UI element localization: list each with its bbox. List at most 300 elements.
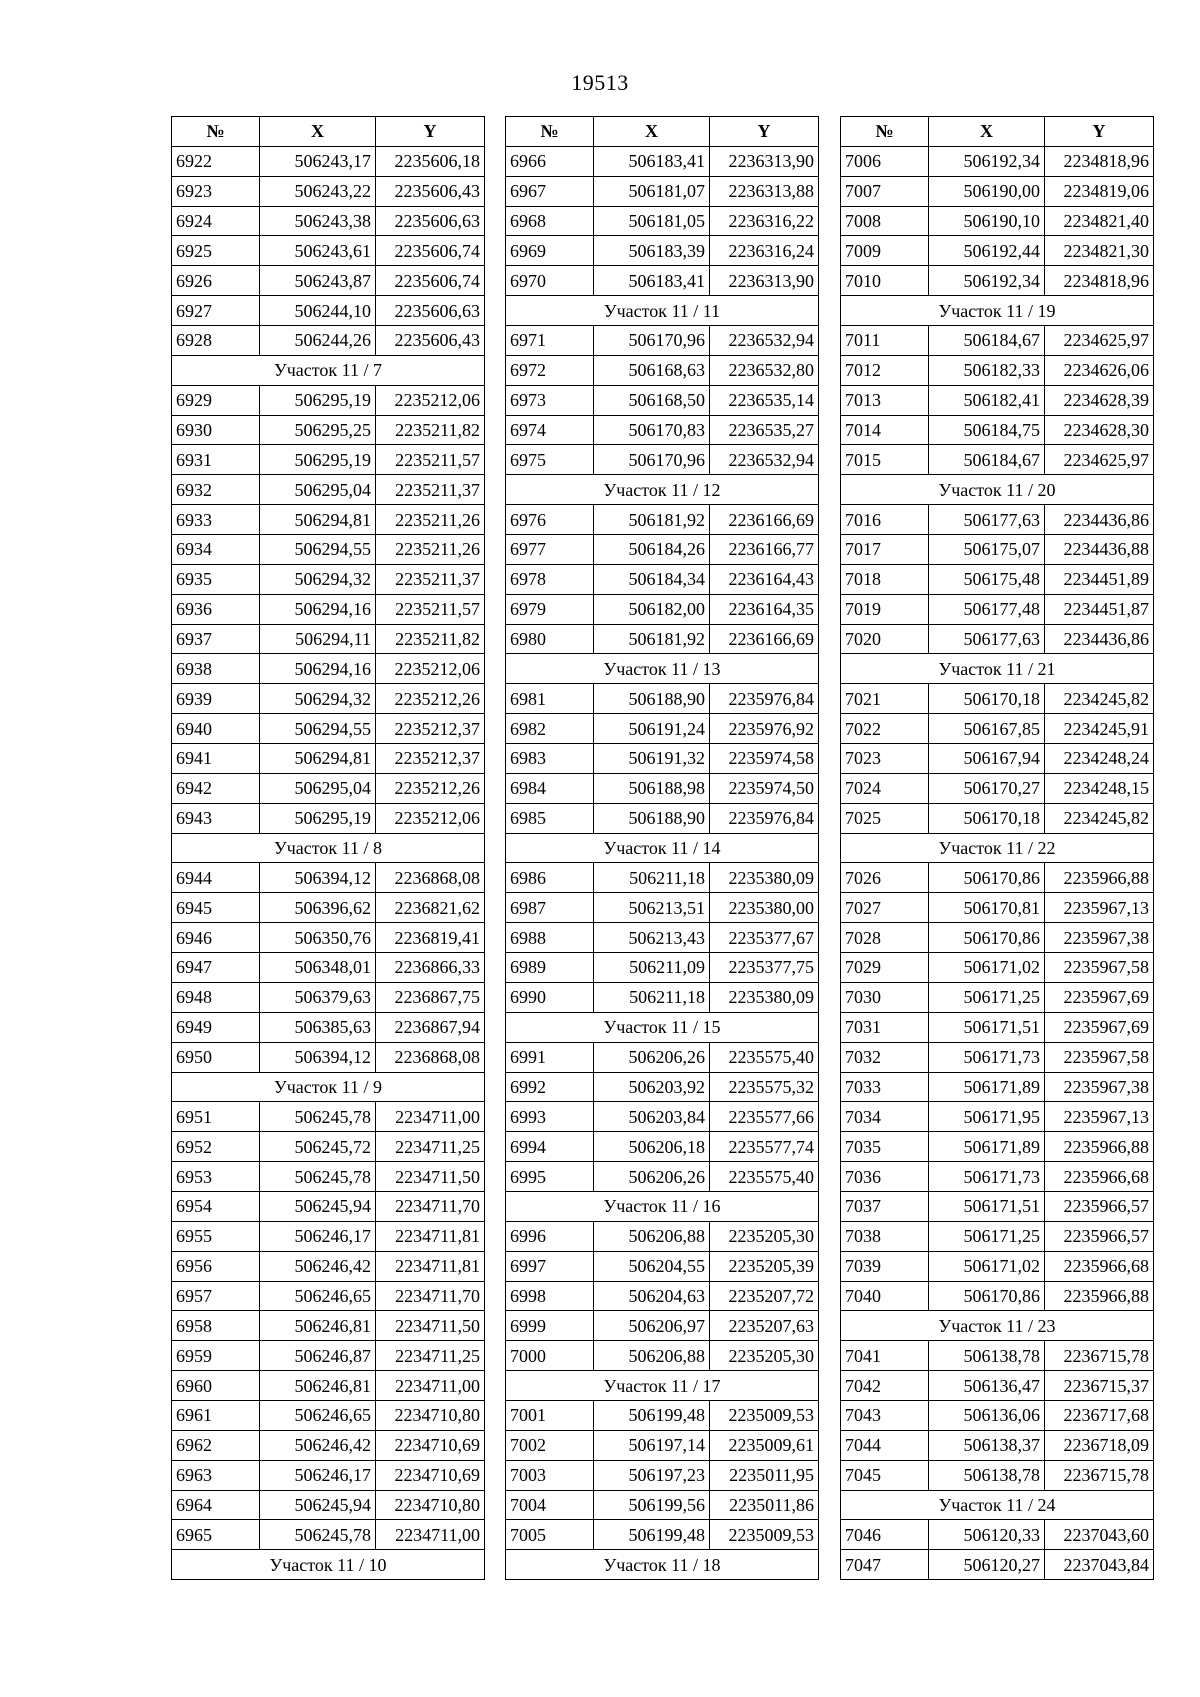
table-body [172, 146, 485, 1579]
point-number: 6976 [506, 505, 594, 535]
y-coordinate: 2236316,24 [710, 236, 819, 266]
x-coordinate: 506294,55 [260, 714, 376, 744]
x-coordinate: 506171,51 [929, 1191, 1045, 1221]
table-row [506, 744, 819, 774]
y-coordinate: 2235974,50 [710, 773, 819, 803]
table-row [841, 1371, 1154, 1401]
y-coordinate: 2236313,90 [710, 146, 819, 176]
section-title: Участок 11 / 14 [506, 833, 819, 863]
x-coordinate: 506245,94 [260, 1191, 376, 1221]
x-coordinate: 506245,78 [260, 1520, 376, 1550]
y-coordinate: 2235966,57 [1045, 1191, 1154, 1221]
section-title: Участок 11 / 23 [841, 1311, 1154, 1341]
table-row [506, 445, 819, 475]
y-coordinate: 2235575,40 [710, 1162, 819, 1192]
y-coordinate: 2235967,69 [1045, 1012, 1154, 1042]
section-title: Участок 11 / 12 [506, 475, 819, 505]
y-coordinate: 2235976,92 [710, 714, 819, 744]
y-coordinate: 2235967,69 [1045, 982, 1154, 1012]
table-row [172, 773, 485, 803]
x-coordinate: 506243,38 [260, 206, 376, 236]
x-coordinate: 506246,17 [260, 1221, 376, 1251]
x-coordinate: 506181,05 [594, 206, 710, 236]
point-number: 7009 [841, 236, 929, 266]
x-coordinate: 506170,86 [929, 1281, 1045, 1311]
table-row [841, 803, 1154, 833]
section-title: Участок 11 / 20 [841, 475, 1154, 505]
section-row [506, 1012, 819, 1042]
y-coordinate: 2234711,81 [376, 1251, 485, 1281]
x-coordinate: 506136,47 [929, 1371, 1045, 1401]
point-number: 6962 [172, 1430, 260, 1460]
section-title: Участок 11 / 9 [172, 1072, 485, 1102]
x-coordinate: 506199,48 [594, 1400, 710, 1430]
y-coordinate: 2235009,53 [710, 1520, 819, 1550]
point-number: 6984 [506, 773, 594, 803]
table-row [841, 1102, 1154, 1132]
table-row [506, 1430, 819, 1460]
y-coordinate: 2235211,82 [376, 624, 485, 654]
point-number: 7001 [506, 1400, 594, 1430]
y-coordinate: 2235966,88 [1045, 863, 1154, 893]
x-coordinate: 506295,19 [260, 445, 376, 475]
table-row [841, 923, 1154, 953]
table-row [172, 863, 485, 893]
point-number: 6952 [172, 1132, 260, 1162]
table-row [172, 1341, 485, 1371]
x-coordinate: 506171,89 [929, 1132, 1045, 1162]
point-number: 7046 [841, 1520, 929, 1550]
table-row [841, 1400, 1154, 1430]
table-row [841, 415, 1154, 445]
header-y: Y [710, 117, 819, 147]
point-number: 7021 [841, 684, 929, 714]
section-title: Участок 11 / 16 [506, 1191, 819, 1221]
header-number: № [172, 117, 260, 147]
y-coordinate: 2235967,58 [1045, 953, 1154, 983]
table-row [172, 714, 485, 744]
x-coordinate: 506171,73 [929, 1042, 1045, 1072]
y-coordinate: 2235377,75 [710, 953, 819, 983]
section-row [506, 1550, 819, 1580]
x-coordinate: 506199,48 [594, 1520, 710, 1550]
table-row [506, 1311, 819, 1341]
point-number: 7026 [841, 863, 929, 893]
x-coordinate: 506203,84 [594, 1102, 710, 1132]
table-row [506, 1341, 819, 1371]
table-row [506, 326, 819, 356]
point-number: 6935 [172, 564, 260, 594]
section-row [506, 1191, 819, 1221]
x-coordinate: 506177,48 [929, 594, 1045, 624]
point-number: 6973 [506, 385, 594, 415]
y-coordinate: 2234710,80 [376, 1490, 485, 1520]
header-number: № [506, 117, 594, 147]
section-title: Участок 11 / 8 [172, 833, 485, 863]
point-number: 6950 [172, 1042, 260, 1072]
point-number: 7037 [841, 1191, 929, 1221]
x-coordinate: 506206,26 [594, 1162, 710, 1192]
y-coordinate: 2234625,97 [1045, 326, 1154, 356]
x-coordinate: 506211,18 [594, 982, 710, 1012]
y-coordinate: 2234245,82 [1045, 803, 1154, 833]
table-row [172, 206, 485, 236]
point-number: 6943 [172, 803, 260, 833]
point-number: 6997 [506, 1251, 594, 1281]
point-number: 7010 [841, 266, 929, 296]
table-row [506, 714, 819, 744]
table-row [841, 1550, 1154, 1580]
table-row [172, 923, 485, 953]
x-coordinate: 506294,81 [260, 744, 376, 774]
point-number: 6989 [506, 953, 594, 983]
point-number: 7006 [841, 146, 929, 176]
section-title: Участок 11 / 13 [506, 654, 819, 684]
table-row [506, 863, 819, 893]
table-row [172, 684, 485, 714]
point-number: 7030 [841, 982, 929, 1012]
table-row [841, 1162, 1154, 1192]
point-number: 7011 [841, 326, 929, 356]
x-coordinate: 506183,41 [594, 146, 710, 176]
y-coordinate: 2236166,69 [710, 505, 819, 535]
x-coordinate: 506295,19 [260, 385, 376, 415]
point-number: 6928 [172, 326, 260, 356]
x-coordinate: 506211,18 [594, 863, 710, 893]
y-coordinate: 2236715,78 [1045, 1341, 1154, 1371]
x-coordinate: 506206,88 [594, 1341, 710, 1371]
x-coordinate: 506294,81 [260, 505, 376, 535]
table-row [506, 1221, 819, 1251]
x-coordinate: 506170,18 [929, 684, 1045, 714]
y-coordinate: 2235967,38 [1045, 1072, 1154, 1102]
table-row [172, 982, 485, 1012]
table-row [506, 415, 819, 445]
y-coordinate: 2234821,30 [1045, 236, 1154, 266]
header-x: X [929, 117, 1045, 147]
y-coordinate: 2235380,09 [710, 982, 819, 1012]
table-row [506, 1132, 819, 1162]
point-number: 6993 [506, 1102, 594, 1132]
table-row [506, 1460, 819, 1490]
section-title: Участок 11 / 15 [506, 1012, 819, 1042]
x-coordinate: 506243,87 [260, 266, 376, 296]
y-coordinate: 2235212,37 [376, 714, 485, 744]
point-number: 7043 [841, 1400, 929, 1430]
x-coordinate: 506246,42 [260, 1430, 376, 1460]
point-number: 6938 [172, 654, 260, 684]
point-number: 7041 [841, 1341, 929, 1371]
y-coordinate: 2234625,97 [1045, 445, 1154, 475]
table-row [172, 953, 485, 983]
table-row [841, 326, 1154, 356]
point-number: 7039 [841, 1251, 929, 1281]
table-row [506, 1520, 819, 1550]
y-coordinate: 2235966,68 [1045, 1162, 1154, 1192]
point-number: 6979 [506, 594, 594, 624]
y-coordinate: 2236166,77 [710, 535, 819, 565]
point-number: 6942 [172, 773, 260, 803]
point-number: 7035 [841, 1132, 929, 1162]
section-row [841, 296, 1154, 326]
point-number: 6923 [172, 176, 260, 206]
table-row [506, 953, 819, 983]
point-number: 6945 [172, 893, 260, 923]
point-number: 7018 [841, 564, 929, 594]
x-coordinate: 506245,94 [260, 1490, 376, 1520]
x-coordinate: 506183,39 [594, 236, 710, 266]
y-coordinate: 2236866,33 [376, 953, 485, 983]
x-coordinate: 506167,85 [929, 714, 1045, 744]
y-coordinate: 2234711,00 [376, 1371, 485, 1401]
x-coordinate: 506294,16 [260, 594, 376, 624]
coordinates-table-1 [171, 116, 485, 1580]
table-row [841, 1042, 1154, 1072]
x-coordinate: 506246,81 [260, 1311, 376, 1341]
x-coordinate: 506167,94 [929, 744, 1045, 774]
y-coordinate: 2235207,72 [710, 1281, 819, 1311]
y-coordinate: 2234245,82 [1045, 684, 1154, 714]
point-number: 6931 [172, 445, 260, 475]
x-coordinate: 506182,00 [594, 594, 710, 624]
table-row [841, 535, 1154, 565]
y-coordinate: 2235211,26 [376, 535, 485, 565]
table-row [172, 475, 485, 505]
table-row [172, 236, 485, 266]
table-row [172, 1042, 485, 1072]
point-number: 6922 [172, 146, 260, 176]
section-title: Участок 11 / 18 [506, 1550, 819, 1580]
point-number: 7000 [506, 1341, 594, 1371]
table-row [506, 1490, 819, 1520]
point-number: 6983 [506, 744, 594, 774]
y-coordinate: 2235211,37 [376, 564, 485, 594]
y-coordinate: 2234818,96 [1045, 146, 1154, 176]
table-header [841, 117, 1154, 147]
y-coordinate: 2235974,58 [710, 744, 819, 774]
x-coordinate: 506171,73 [929, 1162, 1045, 1192]
y-coordinate: 2235211,82 [376, 415, 485, 445]
x-coordinate: 506183,41 [594, 266, 710, 296]
point-number: 6924 [172, 206, 260, 236]
y-coordinate: 2237043,60 [1045, 1520, 1154, 1550]
point-number: 6939 [172, 684, 260, 714]
table-row [841, 146, 1154, 176]
y-coordinate: 2235606,43 [376, 176, 485, 206]
point-number: 6949 [172, 1012, 260, 1042]
point-number: 6958 [172, 1311, 260, 1341]
point-number: 6971 [506, 326, 594, 356]
table-row [841, 1132, 1154, 1162]
table-body [841, 146, 1154, 1579]
point-number: 7017 [841, 535, 929, 565]
x-coordinate: 506294,55 [260, 535, 376, 565]
table-row [841, 773, 1154, 803]
point-number: 7008 [841, 206, 929, 236]
x-coordinate: 506295,04 [260, 475, 376, 505]
table-row [841, 1072, 1154, 1102]
y-coordinate: 2234821,40 [1045, 206, 1154, 236]
y-coordinate: 2236819,41 [376, 923, 485, 953]
table-row [841, 206, 1154, 236]
y-coordinate: 2234711,50 [376, 1162, 485, 1192]
x-coordinate: 506136,06 [929, 1400, 1045, 1430]
y-coordinate: 2234711,50 [376, 1311, 485, 1341]
x-coordinate: 506294,11 [260, 624, 376, 654]
point-number: 6987 [506, 893, 594, 923]
section-title: Участок 11 / 22 [841, 833, 1154, 863]
point-number: 6929 [172, 385, 260, 415]
y-coordinate: 2235976,84 [710, 684, 819, 714]
x-coordinate: 506175,07 [929, 535, 1045, 565]
point-number: 7025 [841, 803, 929, 833]
x-coordinate: 506244,10 [260, 296, 376, 326]
point-number: 6998 [506, 1281, 594, 1311]
x-coordinate: 506244,26 [260, 326, 376, 356]
table-row [172, 445, 485, 475]
point-number: 7029 [841, 953, 929, 983]
point-number: 7032 [841, 1042, 929, 1072]
point-number: 6990 [506, 982, 594, 1012]
y-coordinate: 2234711,25 [376, 1341, 485, 1371]
section-row [506, 654, 819, 684]
table-row [841, 355, 1154, 385]
y-coordinate: 2236535,14 [710, 385, 819, 415]
point-number: 7019 [841, 594, 929, 624]
section-row [172, 1072, 485, 1102]
y-coordinate: 2235606,63 [376, 296, 485, 326]
table-row [841, 1012, 1154, 1042]
point-number: 6954 [172, 1191, 260, 1221]
point-number: 6946 [172, 923, 260, 953]
point-number: 7016 [841, 505, 929, 535]
x-coordinate: 506188,90 [594, 803, 710, 833]
table-row [841, 236, 1154, 266]
y-coordinate: 2236715,78 [1045, 1460, 1154, 1490]
point-number: 6986 [506, 863, 594, 893]
point-number: 6975 [506, 445, 594, 475]
table-row [506, 1102, 819, 1132]
x-coordinate: 506348,01 [260, 953, 376, 983]
y-coordinate: 2236717,68 [1045, 1400, 1154, 1430]
point-number: 6937 [172, 624, 260, 654]
point-number: 7012 [841, 355, 929, 385]
x-coordinate: 506171,25 [929, 1221, 1045, 1251]
x-coordinate: 506294,32 [260, 684, 376, 714]
x-coordinate: 506170,83 [594, 415, 710, 445]
x-coordinate: 506246,42 [260, 1251, 376, 1281]
table-row [841, 893, 1154, 923]
x-coordinate: 506170,96 [594, 445, 710, 475]
table-row [172, 1012, 485, 1042]
table-row [172, 594, 485, 624]
y-coordinate: 2235606,74 [376, 236, 485, 266]
point-number: 6941 [172, 744, 260, 774]
x-coordinate: 506246,81 [260, 1371, 376, 1401]
x-coordinate: 506243,22 [260, 176, 376, 206]
x-coordinate: 506190,00 [929, 176, 1045, 206]
point-number: 7033 [841, 1072, 929, 1102]
x-coordinate: 506294,32 [260, 564, 376, 594]
y-coordinate: 2236821,62 [376, 893, 485, 923]
coordinates-table-2 [505, 116, 819, 1580]
x-coordinate: 506188,98 [594, 773, 710, 803]
point-number: 7003 [506, 1460, 594, 1490]
point-number: 6925 [172, 236, 260, 266]
x-coordinate: 506168,63 [594, 355, 710, 385]
y-coordinate: 2235966,68 [1045, 1251, 1154, 1281]
y-coordinate: 2234451,87 [1045, 594, 1154, 624]
point-number: 6969 [506, 236, 594, 266]
x-coordinate: 506243,17 [260, 146, 376, 176]
y-coordinate: 2236867,94 [376, 1012, 485, 1042]
y-coordinate: 2235606,63 [376, 206, 485, 236]
y-coordinate: 2235606,43 [376, 326, 485, 356]
y-coordinate: 2234710,80 [376, 1400, 485, 1430]
table-row [841, 594, 1154, 624]
table-row [172, 1221, 485, 1251]
y-coordinate: 2236532,94 [710, 326, 819, 356]
x-coordinate: 506204,63 [594, 1281, 710, 1311]
x-coordinate: 506171,02 [929, 1251, 1045, 1281]
x-coordinate: 506206,97 [594, 1311, 710, 1341]
y-coordinate: 2234711,00 [376, 1102, 485, 1132]
table-header [506, 117, 819, 147]
x-coordinate: 506385,63 [260, 1012, 376, 1042]
x-coordinate: 506295,19 [260, 803, 376, 833]
x-coordinate: 506170,81 [929, 893, 1045, 923]
table-row [506, 176, 819, 206]
table-row [841, 505, 1154, 535]
y-coordinate: 2236313,88 [710, 176, 819, 206]
point-number: 7042 [841, 1371, 929, 1401]
table-row [172, 1251, 485, 1281]
table-row [506, 923, 819, 953]
point-number: 7038 [841, 1221, 929, 1251]
table-row [506, 535, 819, 565]
table-row [841, 1430, 1154, 1460]
point-number: 6955 [172, 1221, 260, 1251]
x-coordinate: 506197,23 [594, 1460, 710, 1490]
x-coordinate: 506199,56 [594, 1490, 710, 1520]
y-coordinate: 2234711,00 [376, 1520, 485, 1550]
point-number: 6961 [172, 1400, 260, 1430]
x-coordinate: 506175,48 [929, 564, 1045, 594]
x-coordinate: 506213,43 [594, 923, 710, 953]
table-row [172, 1102, 485, 1132]
y-coordinate: 2235205,39 [710, 1251, 819, 1281]
table-row [172, 1490, 485, 1520]
section-title: Участок 11 / 7 [172, 355, 485, 385]
table-row [841, 1281, 1154, 1311]
y-coordinate: 2234819,06 [1045, 176, 1154, 206]
table-row [841, 564, 1154, 594]
point-number: 6978 [506, 564, 594, 594]
point-number: 6967 [506, 176, 594, 206]
x-coordinate: 506192,34 [929, 146, 1045, 176]
y-coordinate: 2234436,88 [1045, 535, 1154, 565]
point-number: 6972 [506, 355, 594, 385]
y-coordinate: 2236532,80 [710, 355, 819, 385]
table-row [506, 564, 819, 594]
y-coordinate: 2235211,57 [376, 445, 485, 475]
point-number: 6981 [506, 684, 594, 714]
x-coordinate: 506120,27 [929, 1550, 1045, 1580]
x-coordinate: 506171,51 [929, 1012, 1045, 1042]
x-coordinate: 506184,26 [594, 535, 710, 565]
point-number: 7007 [841, 176, 929, 206]
y-coordinate: 2235606,74 [376, 266, 485, 296]
